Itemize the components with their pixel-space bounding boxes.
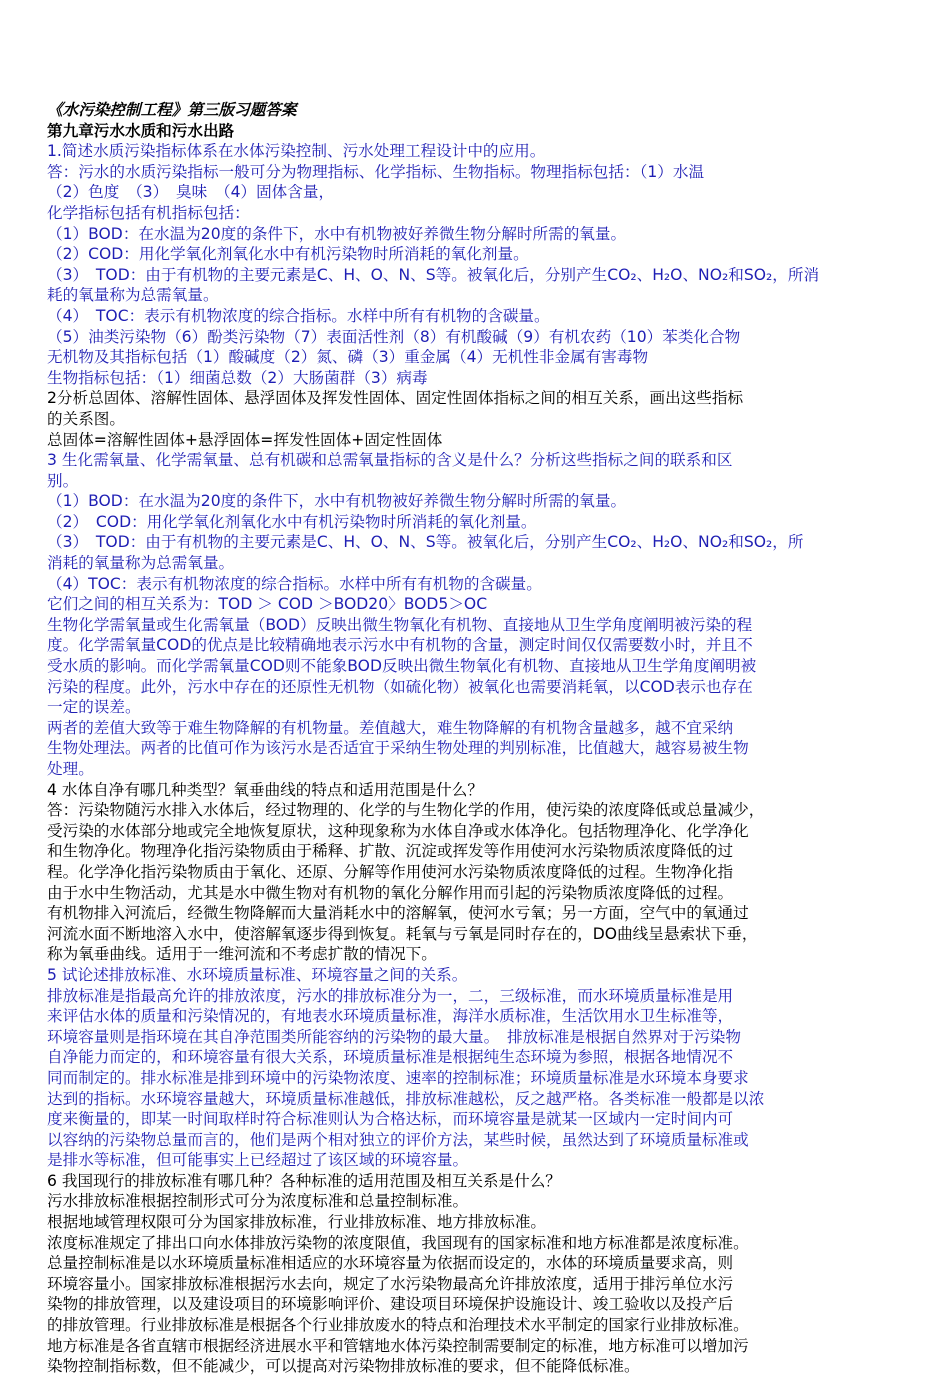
text-line: 1.简述水质污染指标体系在水体污染控制、污水处理工程设计中的应用。 bbox=[47, 142, 546, 161]
text-line: （2） COD：用化学氧化剂氧化水中有机污染物时所消耗的氧化剂量。 bbox=[47, 512, 537, 531]
text-line: 处理。 bbox=[47, 760, 94, 778]
text-line: 浓度标准规定了排出口向水体排放污染物的浓度限值，我国现有的国家标准和地方标准都是浓度标准。 bbox=[47, 1233, 749, 1252]
text-line: 河流水面不断地溶入水中，使溶解氧逐步得到恢复。耗氧与亏氧是同时存在的，DO曲线呈悬索状下垂， bbox=[47, 924, 758, 943]
text-line: （2）色度 （3） 臭味 （4）固体含量， bbox=[47, 183, 335, 202]
document-body bbox=[47, 141, 907, 1377]
text-line: 5 试论述排放标准、水环境质量标准、环境容量之间的关系。 bbox=[47, 965, 468, 984]
text-line: 生物指标包括：（1）细菌总数（2）大肠菌群（3）病毒 bbox=[47, 368, 428, 387]
text-line: 的关系图。 bbox=[47, 409, 125, 428]
text-line: 和生物净化。物理净化指污染物质由于稀释、扩散、沉淀或挥发等作用使河水污染物质浓度降低的过 bbox=[47, 842, 734, 861]
text-line: 的排放管理。行业排放标准是根据各个行业排放废水的特点和治理技术水平制定的国家行业排放标准。 bbox=[47, 1316, 749, 1335]
text-line: 别。 bbox=[47, 471, 79, 490]
text-line: 来评估水体的质量和污染情况的，有地表水环境质量标准，海洋水质标准，生活饮用水卫生标准等， bbox=[47, 1007, 734, 1026]
text-line: 是排水等标准，但可能事实上已经超过了该区域的环境容量。 bbox=[47, 1151, 469, 1170]
text-line: 环境容量小。国家排放标准根据污水去向，规定了水污染物最高允许排放浓度，适用于排污单位水污 bbox=[47, 1274, 734, 1293]
text-line: 同而制定的。排水标准是排到环境中的污染物浓度、速率的控制标准；环境质量标准是水环境本身要求 bbox=[47, 1068, 749, 1087]
text-line: 自净能力而定的，和环境容量有很大关系，环境质量标准是根据纯生态环境为参照，根据各地情况不 bbox=[47, 1048, 734, 1067]
text-line: 6 我国现行的排放标准有哪几种？各种标准的适用范围及相互关系是什么？ bbox=[47, 1171, 561, 1190]
text-line: 答：污水的水质污染指标一般可分为物理指标、化学指标、生物指标。物理指标包括：（1）水温 bbox=[47, 162, 705, 181]
text-line: （5）油类污染物（6）酚类污染物（7）表面活性剂（8）有机酸碱（9）有机农药（10）苯类化合物 bbox=[47, 327, 741, 346]
text-line: （4） TOC：表示有机物浓度的综合指标。水样中所有有机物的含碳量。 bbox=[47, 306, 550, 325]
text-line: 无机物及其指标包括（1）酸碱度（2）氮、磷（3）重金属（4）无机性非金属有害毒物 bbox=[47, 348, 649, 367]
text-line: 2分析总固体、溶解性固体、悬浮固体及挥发性固体、固定性固体指标之间的相互关系，画出这些指标 bbox=[47, 389, 744, 408]
text-line: 耗的氧量称为总需氧量。 bbox=[47, 286, 219, 305]
text-line: （3） TOD：由于有机物的主要元素是C、H、O、N、S等。被氧化后，分别产生CO₂、H₂O、NO₂和SO₂，所消 bbox=[47, 265, 820, 284]
text-line: （1）BOD：在水温为20度的条件下，水中有机物被好养微生物分解时所需的氧量。 bbox=[47, 492, 627, 511]
text-line: （3） TOD：由于有机物的主要元素是C、H、O、N、S等。被氧化后，分别产生CO₂、H₂O、NO₂和SO₂，所 bbox=[47, 533, 804, 552]
text-line: 有机物排入河流后，经微生物降解而大量消耗水中的溶解氧，使河水亏氧；另一方面，空气中的氧通过 bbox=[47, 904, 749, 923]
text-line: 达到的指标。水环境容量越大，环境质量标准越低，排放标准越松，反之越严格。各类标准一般都是以浓 bbox=[47, 1089, 765, 1108]
text-line: 一定的误差。 bbox=[47, 698, 141, 717]
text-line: （4）TOC：表示有机物浓度的综合指标。水样中所有有机物的含碳量。 bbox=[47, 574, 542, 593]
text-line: 它们之间的相互关系为：TOD ＞ COD ＞BOD20〉BOD5＞OC bbox=[47, 595, 488, 614]
text-line: 排放标准是指最高允许的排放浓度，污水的排放标准分为一，二，三级标准，而水环境质量标准是用 bbox=[47, 986, 734, 1005]
text-line: 程。化学净化指污染物质由于氧化、还原、分解等作用使河水污染物质浓度降低的过程。生物净化指 bbox=[47, 862, 734, 881]
text-line: 由于水中生物活动，尤其是水中微生物对有机物的氧化分解作用而引起的污染物质浓度降低的过程。 bbox=[47, 883, 734, 902]
document-page bbox=[47, 100, 907, 1377]
text-line: 受水质的影响。而化学需氧量COD则不能象BOD反映出微生物氧化有机物、直接地从卫生学角度阐明被 bbox=[47, 657, 757, 676]
text-line: 生物化学需氧量或生化需氧量（BOD）反映出微生物氧化有机物、直接地从卫生学角度阐明被污染的程 bbox=[47, 615, 753, 634]
text-line: 染物控制指标数，但不能减少，可以提高对污染物排放标准的要求，但不能降低标准。 bbox=[47, 1357, 640, 1376]
text-line: 受污染的水体部分地或完全地恢复原状，这种现象称为水体自净或水体净化。包括物理净化、化学净化 bbox=[47, 821, 749, 840]
chapter-heading: 第九章污水水质和污水出路 bbox=[47, 121, 235, 140]
text-line: 总量控制标准是以水环境质量标准相适应的水环境容量为依据而设定的，水体的环境质量要求高，则 bbox=[47, 1254, 734, 1273]
text-line: 污染的程度。此外，污水中存在的还原性无机物（如硫化物）被氧化也需要消耗氧，以COD表示也存在 bbox=[47, 677, 753, 696]
text-line: 环境容量则是指环境在其自净范围类所能容纳的污染物的最大量。 排放标准是根据自然界对于污染物 bbox=[47, 1027, 741, 1046]
text-line: 两者的差值大致等于难生物降解的有机物量。差值越大，难生物降解的有机物含量越多，越不宜采纳 bbox=[47, 718, 734, 737]
text-line: 消耗的氧量称为总需氧量。 bbox=[47, 554, 235, 573]
text-line: 根据地域管理权限可分为国家排放标准，行业排放标准、地方排放标准。 bbox=[47, 1213, 547, 1232]
text-line: 答：污染物随污水排入水体后，经过物理的、化学的与生物化学的作用，使污染的浓度降低或总量减少， bbox=[47, 801, 765, 820]
text-line: 化学指标包括有机指标包括： bbox=[47, 203, 250, 222]
text-line: 地方标准是各省直辖市根据经济进展水平和管辖地水体污染控制需要制定的标准，地方标准可以增加污 bbox=[47, 1336, 749, 1355]
text-line: 4 水体自净有哪几种类型？氧垂曲线的特点和适用范围是什么？ bbox=[47, 780, 483, 799]
text-line: 污水排放标准根据控制形式可分为浓度标准和总量控制标准。 bbox=[47, 1192, 469, 1211]
text-line: （2）COD：用化学氧化剂氧化水中有机污染物时所消耗的氧化剂量。 bbox=[47, 245, 529, 264]
text-line: 度。化学需氧量COD的优点是比较精确地表示污水中有机物的含量，测定时间仅仅需要数小时，并且不 bbox=[47, 636, 753, 655]
text-line: 染物的排放管理，以及建设项目的环境影响评价、建设项目环境保护设施设计、竣工验收以及投产后 bbox=[47, 1295, 734, 1314]
text-line: 称为氧垂曲线。适用于一维河流和不考虑扩散的情况下。 bbox=[47, 945, 437, 964]
text-line: （1）BOD：在水温为20度的条件下，水中有机物被好养微生物分解时所需的氧量。 bbox=[47, 224, 627, 243]
text-line: 3 生化需氧量、化学需氧量、总有机碳和总需氧量指标的含义是什么？分析这些指标之间的联系和区 bbox=[47, 451, 733, 470]
text-line: 以容纳的污染物总量而言的，他们是两个相对独立的评价方法，某些时候，虽然达到了环境质量标准或 bbox=[47, 1130, 749, 1149]
text-line: 生物处理法。两者的比值可作为该污水是否适宜于采纳生物处理的判别标准，比值越大，越容易被生物 bbox=[47, 739, 749, 758]
text-line: 总固体=溶解性固体+悬浮固体=挥发性固体+固定性固体 bbox=[47, 430, 443, 449]
text-line: 度来衡量的，即某一时间取样时符合标准则认为合格达标，而环境容量是就某一区域内一定时间内可 bbox=[47, 1110, 734, 1129]
document-title: 《水污染控制工程》第三版习题答案 bbox=[47, 101, 297, 119]
